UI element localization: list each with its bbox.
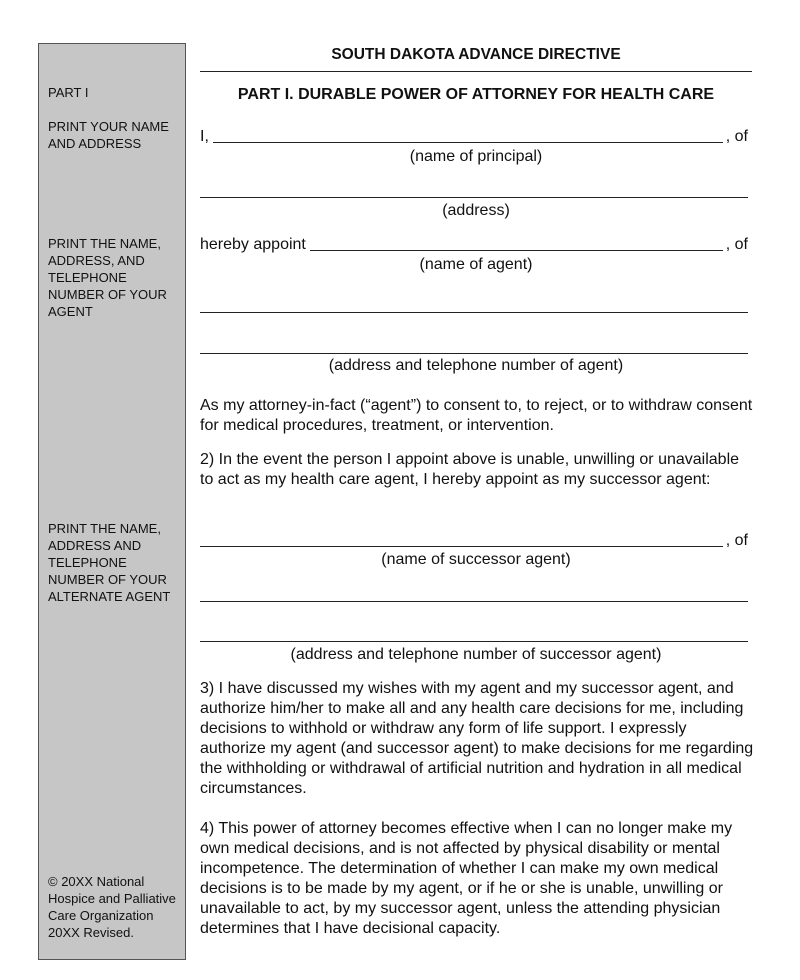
principal-of-suffix: , of	[725, 128, 748, 145]
sidebar-note-agent: PRINT THE NAME, ADDRESS, AND TELEPHONE NUMBER OF YOUR AGENT	[48, 236, 167, 319]
agent-address-blank-1[interactable]	[200, 312, 748, 313]
sidebar-note-name-address: PRINT YOUR NAME AND ADDRESS	[48, 119, 169, 151]
sidebar-note-alternate-agent: PRINT THE NAME, ADDRESS AND TELEPHONE NUMBER OF YOUR ALTERNATE AGENT	[48, 521, 171, 604]
successor-address-blank-1[interactable]	[200, 601, 748, 602]
paragraph-4: 4) This power of attorney becomes effective when I can no longer make my own medical decisions, and is not affected by physical disability or mental incompetence. The determination of whether I can make my own medical decisions is to be made by my agent, or if he or she is unable, unwilling or unavailable to act, by my successor agent, unless the attending physician determines that I have decisional capacity.	[200, 820, 733, 937]
sidebar-part-label: PART I	[48, 85, 89, 100]
caption-successor-address: (address and telephone number of successor agent)	[290, 646, 662, 663]
successor-name-row	[200, 531, 748, 551]
paragraph-3: 3) I have discussed my wishes with my agent and my successor agent, and authorize him/her to make all and any health care decisions for me, including decisions to withhold or withdraw any form of life support. I expressly authorize my agent (and successor agent) to make decisions for me regarding the withholding or withdrawal of artificial nutrition and hydration in all medical circumstances.	[200, 680, 754, 797]
agent-of-suffix: , of	[725, 236, 748, 253]
successor-address-blank-2[interactable]	[200, 641, 748, 642]
document-title: SOUTH DAKOTA ADVANCE DIRECTIVE	[331, 46, 621, 63]
principal-name-blank[interactable]	[213, 128, 723, 143]
successor-name-blank[interactable]	[200, 532, 723, 547]
caption-address: (address)	[442, 202, 510, 219]
agent-address-blank-2[interactable]	[200, 353, 748, 354]
principal-name-row	[200, 127, 748, 147]
caption-principal: (name of principal)	[409, 148, 543, 165]
agent-name-row	[200, 235, 748, 255]
sidebar-copyright: © 20XX National Hospice and Palliative Care Organization 20XX Revised.	[48, 874, 176, 940]
title-divider	[200, 71, 752, 72]
successor-of-suffix: , of	[725, 532, 748, 549]
part-heading: PART I. DURABLE POWER OF ATTORNEY FOR HEALTH CARE	[237, 86, 715, 103]
caption-agent: (name of agent)	[419, 256, 533, 273]
principal-prefix: I,	[200, 128, 209, 145]
appoint-prefix: hereby appoint	[200, 236, 306, 253]
caption-successor: (name of successor agent)	[381, 551, 571, 568]
principal-address-blank[interactable]	[200, 197, 748, 198]
agent-name-blank[interactable]	[310, 236, 723, 251]
caption-agent-address: (address and telephone number of agent)	[328, 357, 624, 374]
paragraph-consent: As my attorney-in-fact (“agent”) to consent to, to reject, or to withdraw consent for medical procedures, treatment, or intervention.	[200, 397, 753, 434]
paragraph-2: 2) In the event the person I appoint above is unable, unwilling or unavailable to act as my health care agent, I hereby appoint as my successor agent:	[200, 451, 740, 488]
instructions-sidebar	[38, 43, 186, 960]
